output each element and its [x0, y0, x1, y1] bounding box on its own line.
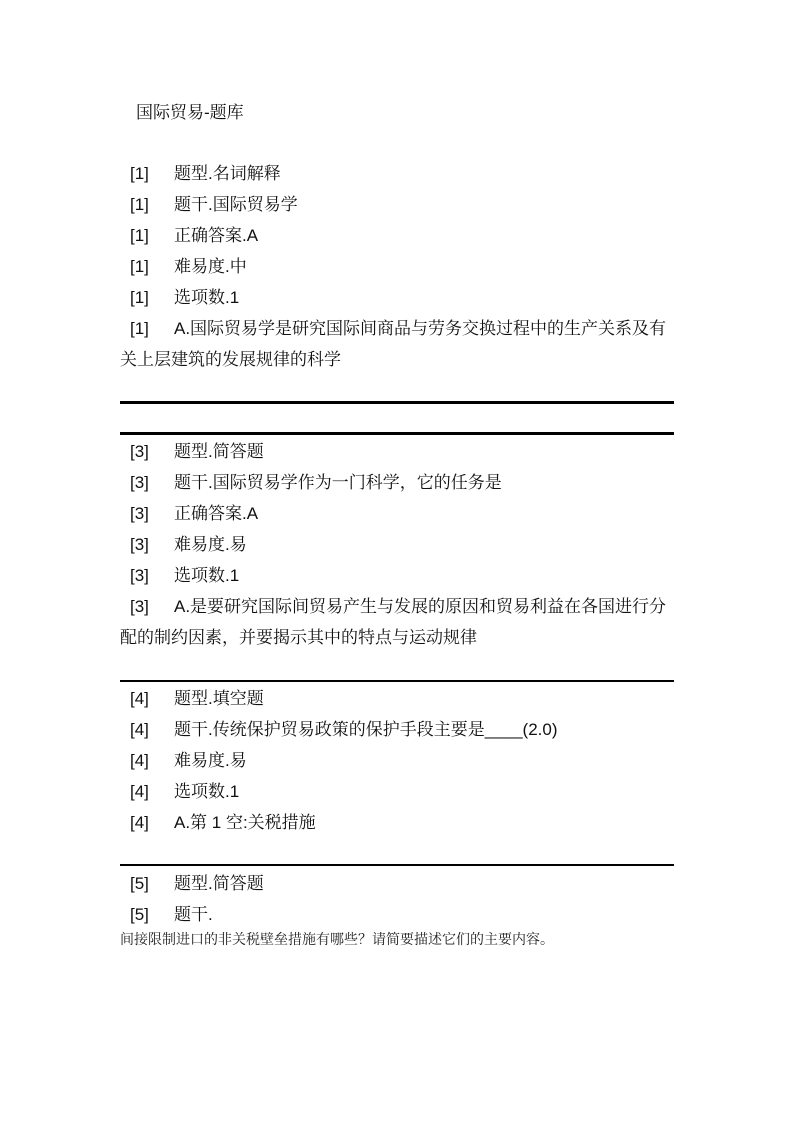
divider — [120, 432, 674, 435]
question-marker: [3] — [130, 504, 149, 523]
question-stem — [120, 467, 676, 498]
difficulty — [120, 745, 676, 776]
question-stem — [120, 899, 676, 930]
option-a-text: A.第 1 空:关税措施 — [174, 813, 316, 832]
correct-answer — [120, 220, 676, 251]
document-title: 国际贸易-题库 — [136, 103, 244, 122]
question-stem-body: 间接限制进口的非关税壁垒措施有哪些？请简要描述它们的主要内容。 — [120, 932, 554, 948]
question-marker: [3] — [130, 442, 149, 461]
question-marker: [3] — [130, 566, 149, 585]
question-marker: [5] — [130, 874, 149, 893]
difficulty-text: 难易度.易 — [174, 751, 247, 770]
divider — [120, 864, 674, 866]
option-count — [120, 560, 676, 591]
option-count-text: 选项数.1 — [174, 288, 240, 307]
question-stem-text: 题干.国际贸易学 — [174, 195, 298, 214]
question-stem — [120, 189, 676, 220]
divider — [120, 401, 674, 404]
option-count-text: 选项数.1 — [174, 566, 240, 585]
question-type-text: 题型.填空题 — [174, 689, 264, 708]
option-a — [120, 807, 676, 838]
option-count-text: 选项数.1 — [174, 782, 240, 801]
question-stem — [120, 714, 676, 745]
option-count — [120, 776, 676, 807]
option-a-text: A.是要研究国际间贸易产生与发展的原因和贸易利益在各国进行分配的制约因素，并要揭示其中的特点与运动规律 — [120, 597, 667, 647]
question-marker: [4] — [130, 782, 149, 801]
question-type — [120, 436, 676, 467]
correct-answer-text: 正确答案.A — [174, 226, 259, 245]
option-a — [120, 313, 676, 375]
question-type-text: 题型.简答题 — [174, 442, 264, 461]
question-marker: [3] — [130, 535, 149, 554]
question-stem-text: 题干. — [174, 905, 213, 924]
question-marker: [5] — [130, 905, 149, 924]
question-marker: [1] — [130, 195, 149, 214]
question-marker: [1] — [130, 288, 149, 307]
question-type-text: 题型.简答题 — [174, 874, 264, 893]
question-type — [120, 683, 676, 714]
question-stem-text: 题干.传统保护贸易政策的保护手段主要是____(2.0) — [174, 720, 558, 739]
question-marker: [4] — [130, 720, 149, 739]
question-marker: [1] — [130, 226, 149, 245]
question-stem-text: 题干.国际贸易学作为一门科学，它的任务是 — [174, 473, 502, 492]
question-marker: [4] — [130, 689, 149, 708]
question-marker: [4] — [130, 751, 149, 770]
question-marker: [3] — [130, 473, 149, 492]
difficulty-text: 难易度.易 — [174, 535, 247, 554]
option-a-text: A.国际贸易学是研究国际间商品与劳务交换过程中的生产关系及有关上层建筑的发展规律的科学 — [120, 319, 667, 369]
question-type — [120, 158, 676, 189]
difficulty — [120, 529, 676, 560]
question-marker: [4] — [130, 813, 149, 832]
question-marker: [1] — [130, 319, 149, 338]
question-marker: [1] — [130, 257, 149, 276]
divider — [120, 680, 674, 682]
option-count — [120, 282, 676, 313]
correct-answer — [120, 498, 676, 529]
correct-answer-text: 正确答案.A — [174, 504, 259, 523]
question-type-text: 题型.名词解释 — [174, 164, 281, 183]
question-type — [120, 868, 676, 899]
difficulty-text: 难易度.中 — [174, 257, 247, 276]
question-marker: [3] — [130, 597, 149, 616]
question-marker: [1] — [130, 164, 149, 183]
difficulty — [120, 251, 676, 282]
option-a — [120, 591, 676, 653]
